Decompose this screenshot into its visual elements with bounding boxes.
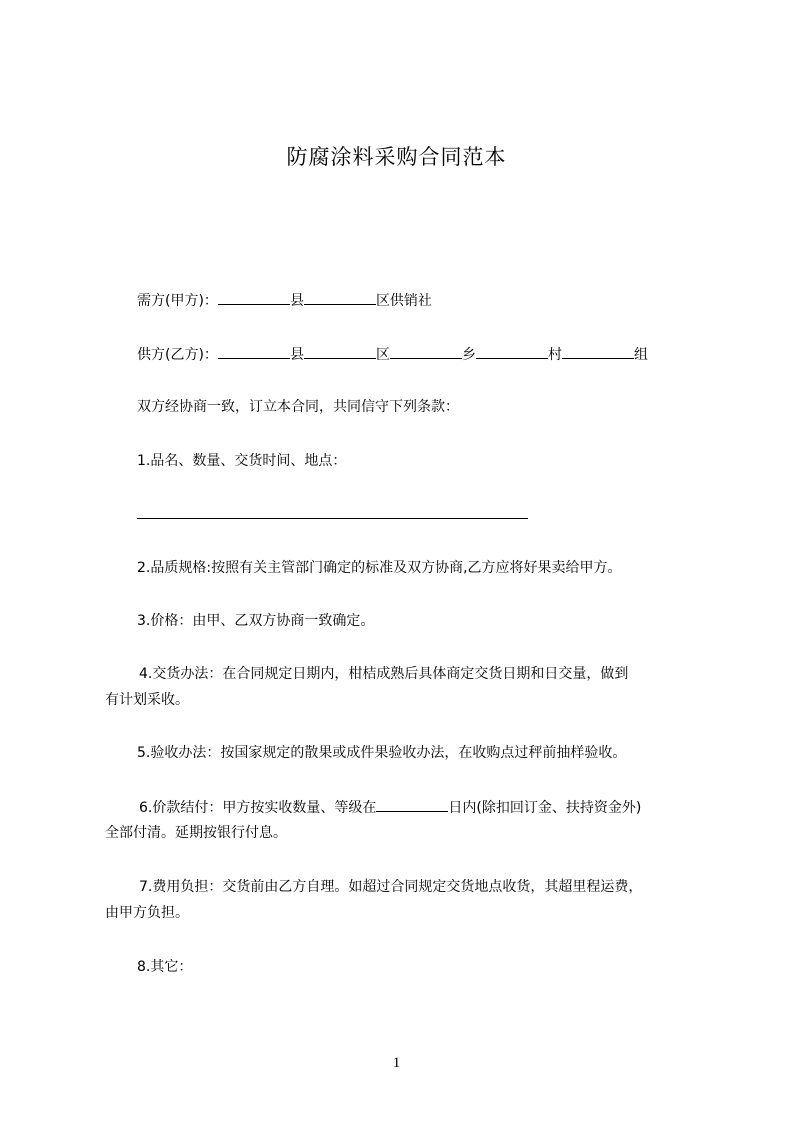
clause-7-line-2: 由甲方负担。 bbox=[105, 905, 189, 921]
seller-county-label: 县 bbox=[289, 347, 304, 363]
buyer-county-blank[interactable] bbox=[218, 290, 290, 305]
document-title: 防腐涂料采购合同范本 bbox=[286, 145, 507, 169]
buyer-district-label: 区供销社 bbox=[375, 293, 432, 309]
seller-county-blank[interactable] bbox=[218, 344, 290, 359]
seller-township-blank[interactable] bbox=[390, 344, 462, 359]
seller-group-label: 组 bbox=[633, 347, 648, 363]
clause-1-blank-line[interactable] bbox=[137, 518, 528, 519]
seller-village-label: 村 bbox=[547, 347, 562, 363]
clause-6-prefix: 6.价款结付：甲方按实收数量、等级在 bbox=[139, 800, 377, 816]
clause-2: 2.品质规格:按照有关主管部门确定的标准及双方协商,乙方应将好果卖给甲方。 bbox=[137, 560, 622, 576]
seller-line bbox=[137, 344, 648, 365]
clause-6-line-2: 全部付清。延期按银行付息。 bbox=[105, 825, 287, 841]
buyer-district-blank[interactable] bbox=[304, 290, 376, 305]
buyer-county-label: 县 bbox=[289, 293, 304, 309]
clause-1: 1.品名、数量、交货时间、地点： bbox=[137, 453, 347, 469]
clause-7-line-1: 7.费用负担：交货前由乙方自理。如超过合同规定交货地点收货，其超里程运费， bbox=[139, 879, 643, 895]
clause-6-suffix: 日内(除扣回订金、扶持资金外) bbox=[448, 800, 642, 816]
seller-village-blank[interactable] bbox=[476, 344, 548, 359]
clause-6-days-blank[interactable] bbox=[376, 797, 448, 812]
clause-4-line-2: 有计划采收。 bbox=[105, 692, 189, 708]
clause-8: 8.其它： bbox=[137, 959, 193, 975]
buyer-line bbox=[137, 290, 432, 311]
clause-6-line-1 bbox=[139, 797, 641, 818]
page-number: 1 bbox=[392, 1055, 401, 1071]
clause-5: 5.验收办法：按国家规定的散果或成件果验收办法，在收购点过秤前抽样验收。 bbox=[137, 745, 627, 761]
seller-district-blank[interactable] bbox=[304, 344, 376, 359]
intro-text: 双方经协商一致，订立本合同，共同信守下列条款： bbox=[137, 399, 459, 415]
clause-3: 3.价格：由甲、乙双方协商一致确定。 bbox=[137, 613, 375, 629]
buyer-label: 需方(甲方)： bbox=[137, 293, 218, 309]
seller-group-blank[interactable] bbox=[562, 344, 634, 359]
seller-township-label: 乡 bbox=[461, 347, 476, 363]
clause-4-line-1: 4.交货办法：在合同规定日期内，柑桔成熟后具体商定交货日期和日交量，做到 bbox=[139, 666, 629, 682]
seller-label: 供方(乙方)： bbox=[137, 347, 218, 363]
seller-district-label: 区 bbox=[375, 347, 390, 363]
